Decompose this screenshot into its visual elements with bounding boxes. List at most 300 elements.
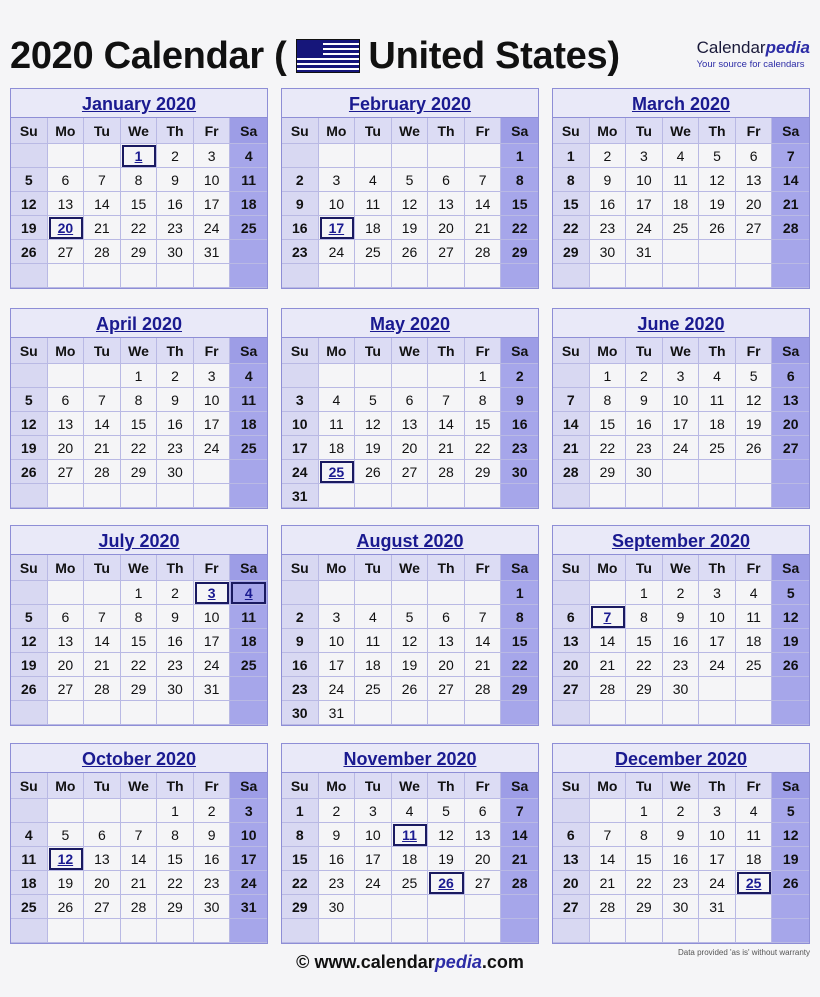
day-cell[interactable]: 16 (157, 629, 194, 653)
day-cell[interactable]: 7 (772, 144, 809, 168)
day-cell[interactable]: 23 (157, 436, 194, 460)
day-cell[interactable]: 25 (355, 240, 392, 264)
day-cell[interactable]: 13 (736, 168, 773, 192)
day-cell[interactable]: 25 (392, 871, 429, 895)
day-cell[interactable]: 17 (282, 436, 319, 460)
day-cell[interactable]: 5 (428, 799, 465, 823)
day-cell[interactable]: 5 (772, 799, 809, 823)
day-cell[interactable]: 14 (84, 192, 121, 216)
day-cell[interactable]: 19 (736, 412, 773, 436)
day-cell[interactable]: 22 (121, 653, 158, 677)
day-cell[interactable]: 12 (11, 412, 48, 436)
day-cell[interactable]: 4 (11, 823, 48, 847)
day-cell[interactable]: 18 (392, 847, 429, 871)
day-cell[interactable]: 5 (11, 168, 48, 192)
day-cell[interactable]: 8 (465, 388, 502, 412)
day-cell[interactable]: 14 (121, 847, 158, 871)
day-cell[interactable]: 2 (663, 581, 700, 605)
day-cell[interactable]: 12 (772, 823, 809, 847)
day-cell[interactable]: 12 (392, 192, 429, 216)
day-cell[interactable]: 26 (736, 436, 773, 460)
day-cell[interactable]: 1 (553, 144, 590, 168)
day-cell[interactable]: 6 (392, 388, 429, 412)
day-cell[interactable]: 20 (736, 192, 773, 216)
day-cell[interactable]: 22 (501, 216, 538, 240)
day-cell[interactable]: 23 (501, 436, 538, 460)
day-cell[interactable]: 12 (699, 168, 736, 192)
day-cell[interactable]: 8 (157, 823, 194, 847)
day-cell[interactable]: 7 (121, 823, 158, 847)
day-cell[interactable]: 16 (282, 216, 319, 240)
day-cell[interactable]: 9 (663, 605, 700, 629)
day-cell[interactable]: 27 (428, 240, 465, 264)
day-cell[interactable]: 12 (736, 388, 773, 412)
holiday-cell[interactable]: 26 (428, 871, 465, 895)
day-cell[interactable]: 29 (501, 240, 538, 264)
day-cell[interactable]: 11 (736, 823, 773, 847)
day-cell[interactable]: 25 (230, 216, 267, 240)
month-title[interactable]: December 2020 (553, 744, 809, 773)
day-cell[interactable]: 14 (465, 629, 502, 653)
day-cell[interactable]: 14 (501, 823, 538, 847)
day-cell[interactable]: 21 (501, 847, 538, 871)
day-cell[interactable]: 17 (355, 847, 392, 871)
day-cell[interactable]: 26 (392, 677, 429, 701)
day-cell[interactable]: 8 (121, 605, 158, 629)
day-cell[interactable]: 30 (663, 895, 700, 919)
day-cell[interactable]: 22 (121, 436, 158, 460)
day-cell[interactable]: 4 (230, 364, 267, 388)
day-cell[interactable]: 12 (355, 412, 392, 436)
day-cell[interactable]: 19 (428, 847, 465, 871)
day-cell[interactable]: 18 (230, 629, 267, 653)
month-title[interactable]: August 2020 (282, 526, 538, 555)
day-cell[interactable]: 21 (772, 192, 809, 216)
day-cell[interactable]: 25 (11, 895, 48, 919)
day-cell[interactable]: 7 (84, 388, 121, 412)
day-cell[interactable]: 7 (84, 168, 121, 192)
day-cell[interactable]: 23 (282, 240, 319, 264)
day-cell[interactable]: 17 (194, 629, 231, 653)
day-cell[interactable]: 23 (282, 677, 319, 701)
holiday-cell[interactable]: 25 (319, 460, 356, 484)
month-title[interactable]: March 2020 (553, 89, 809, 118)
day-cell[interactable]: 11 (230, 168, 267, 192)
day-cell[interactable]: 11 (355, 629, 392, 653)
day-cell[interactable]: 20 (772, 412, 809, 436)
day-cell[interactable]: 2 (157, 364, 194, 388)
day-cell[interactable]: 14 (772, 168, 809, 192)
holiday-cell[interactable]: 20 (48, 216, 85, 240)
day-cell[interactable]: 21 (465, 216, 502, 240)
day-cell[interactable]: 25 (663, 216, 700, 240)
day-cell[interactable]: 9 (626, 388, 663, 412)
month-title[interactable]: February 2020 (282, 89, 538, 118)
day-cell[interactable]: 30 (157, 460, 194, 484)
day-cell[interactable]: 22 (553, 216, 590, 240)
day-cell[interactable]: 15 (121, 629, 158, 653)
day-cell[interactable]: 16 (626, 412, 663, 436)
day-cell[interactable]: 16 (501, 412, 538, 436)
day-cell[interactable]: 15 (590, 412, 627, 436)
day-cell[interactable]: 15 (626, 847, 663, 871)
day-cell[interactable]: 29 (121, 677, 158, 701)
day-cell[interactable]: 12 (428, 823, 465, 847)
day-cell[interactable]: 4 (355, 168, 392, 192)
day-cell[interactable]: 17 (663, 412, 700, 436)
day-cell[interactable]: 5 (736, 364, 773, 388)
day-cell[interactable]: 1 (590, 364, 627, 388)
day-cell[interactable]: 16 (663, 847, 700, 871)
day-cell[interactable]: 24 (355, 871, 392, 895)
day-cell[interactable]: 21 (84, 436, 121, 460)
day-cell[interactable]: 25 (355, 677, 392, 701)
holiday-cell[interactable]: 7 (590, 605, 627, 629)
day-cell[interactable]: 24 (282, 460, 319, 484)
day-cell[interactable]: 10 (699, 605, 736, 629)
day-cell[interactable]: 6 (84, 823, 121, 847)
day-cell[interactable]: 29 (282, 895, 319, 919)
day-cell[interactable]: 11 (736, 605, 773, 629)
day-cell[interactable]: 13 (48, 192, 85, 216)
month-title[interactable]: July 2020 (11, 526, 267, 555)
day-cell[interactable]: 21 (590, 871, 627, 895)
day-cell[interactable]: 18 (736, 629, 773, 653)
day-cell[interactable]: 4 (230, 144, 267, 168)
day-cell[interactable]: 16 (194, 847, 231, 871)
day-cell[interactable]: 27 (84, 895, 121, 919)
day-cell[interactable]: 9 (157, 605, 194, 629)
day-cell[interactable]: 30 (626, 460, 663, 484)
day-cell[interactable]: 20 (84, 871, 121, 895)
day-cell[interactable]: 23 (157, 216, 194, 240)
day-cell[interactable]: 13 (428, 192, 465, 216)
day-cell[interactable]: 9 (319, 823, 356, 847)
day-cell[interactable]: 11 (355, 192, 392, 216)
day-cell[interactable]: 29 (590, 460, 627, 484)
day-cell[interactable]: 26 (392, 240, 429, 264)
day-cell[interactable]: 17 (230, 847, 267, 871)
day-cell[interactable]: 24 (663, 436, 700, 460)
day-cell[interactable]: 2 (501, 364, 538, 388)
day-cell[interactable]: 24 (319, 677, 356, 701)
day-cell[interactable]: 14 (84, 629, 121, 653)
day-cell[interactable]: 19 (11, 653, 48, 677)
day-cell[interactable]: 28 (121, 895, 158, 919)
day-cell[interactable]: 6 (465, 799, 502, 823)
day-cell[interactable]: 18 (355, 653, 392, 677)
day-cell[interactable]: 24 (194, 653, 231, 677)
day-cell[interactable]: 17 (626, 192, 663, 216)
day-cell[interactable]: 26 (11, 240, 48, 264)
day-cell[interactable]: 2 (157, 144, 194, 168)
day-cell[interactable]: 18 (230, 192, 267, 216)
day-cell[interactable]: 27 (48, 240, 85, 264)
day-cell[interactable]: 2 (626, 364, 663, 388)
day-cell[interactable]: 23 (157, 653, 194, 677)
day-cell[interactable]: 16 (157, 412, 194, 436)
day-cell[interactable]: 6 (48, 605, 85, 629)
day-cell[interactable]: 14 (553, 412, 590, 436)
day-cell[interactable]: 16 (157, 192, 194, 216)
day-cell[interactable]: 28 (465, 240, 502, 264)
day-cell[interactable]: 21 (590, 653, 627, 677)
day-cell[interactable]: 5 (11, 605, 48, 629)
day-cell[interactable]: 15 (501, 192, 538, 216)
day-cell[interactable]: 13 (553, 847, 590, 871)
day-cell[interactable]: 7 (553, 388, 590, 412)
day-cell[interactable]: 30 (157, 677, 194, 701)
day-cell[interactable]: 27 (428, 677, 465, 701)
day-cell[interactable]: 27 (48, 460, 85, 484)
day-cell[interactable]: 26 (772, 653, 809, 677)
holiday-cell[interactable]: 25 (736, 871, 773, 895)
day-cell[interactable]: 1 (501, 144, 538, 168)
day-cell[interactable]: 19 (772, 629, 809, 653)
day-cell[interactable]: 4 (663, 144, 700, 168)
day-cell[interactable]: 5 (392, 168, 429, 192)
day-cell[interactable]: 20 (428, 216, 465, 240)
day-cell[interactable]: 24 (194, 216, 231, 240)
day-cell[interactable]: 1 (626, 581, 663, 605)
day-cell[interactable]: 30 (501, 460, 538, 484)
day-cell[interactable]: 9 (501, 388, 538, 412)
day-cell[interactable]: 30 (590, 240, 627, 264)
day-cell[interactable]: 13 (48, 412, 85, 436)
day-cell[interactable]: 18 (663, 192, 700, 216)
day-cell[interactable]: 17 (194, 192, 231, 216)
day-cell[interactable]: 5 (355, 388, 392, 412)
day-cell[interactable]: 24 (626, 216, 663, 240)
day-cell[interactable]: 10 (663, 388, 700, 412)
day-cell[interactable]: 9 (590, 168, 627, 192)
day-cell[interactable]: 6 (48, 168, 85, 192)
holiday-cell[interactable]: 17 (319, 216, 356, 240)
day-cell[interactable]: 3 (663, 364, 700, 388)
day-cell[interactable]: 2 (282, 605, 319, 629)
day-cell[interactable]: 28 (84, 677, 121, 701)
day-cell[interactable]: 27 (772, 436, 809, 460)
day-cell[interactable]: 11 (230, 388, 267, 412)
day-cell[interactable]: 7 (590, 823, 627, 847)
day-cell[interactable]: 20 (465, 847, 502, 871)
day-cell[interactable]: 1 (465, 364, 502, 388)
day-cell[interactable]: 18 (11, 871, 48, 895)
day-cell[interactable]: 9 (157, 168, 194, 192)
day-cell[interactable]: 28 (590, 677, 627, 701)
day-cell[interactable]: 25 (230, 653, 267, 677)
footer-url[interactable]: © www.calendarpedia.com (296, 952, 524, 972)
brand-logo[interactable] (697, 38, 810, 70)
month-title[interactable]: September 2020 (553, 526, 809, 555)
day-cell[interactable]: 25 (699, 436, 736, 460)
holiday-cell[interactable]: 12 (48, 847, 85, 871)
day-cell[interactable]: 11 (699, 388, 736, 412)
day-cell[interactable]: 31 (319, 701, 356, 725)
day-cell[interactable]: 5 (11, 388, 48, 412)
day-cell[interactable]: 30 (157, 240, 194, 264)
day-cell[interactable]: 21 (84, 216, 121, 240)
day-cell[interactable]: 29 (626, 677, 663, 701)
day-cell[interactable]: 1 (626, 799, 663, 823)
day-cell[interactable]: 27 (465, 871, 502, 895)
month-title[interactable]: June 2020 (553, 309, 809, 338)
day-cell[interactable]: 6 (553, 605, 590, 629)
day-cell[interactable]: 10 (282, 412, 319, 436)
day-cell[interactable]: 7 (501, 799, 538, 823)
day-cell[interactable]: 5 (48, 823, 85, 847)
day-cell[interactable]: 19 (11, 216, 48, 240)
day-cell[interactable]: 23 (626, 436, 663, 460)
day-cell[interactable]: 25 (230, 436, 267, 460)
day-cell[interactable]: 3 (699, 799, 736, 823)
day-cell[interactable]: 26 (355, 460, 392, 484)
day-cell[interactable]: 21 (465, 653, 502, 677)
day-cell[interactable]: 13 (553, 629, 590, 653)
day-cell[interactable]: 4 (355, 605, 392, 629)
day-cell[interactable]: 28 (428, 460, 465, 484)
day-cell[interactable]: 19 (392, 216, 429, 240)
day-cell[interactable]: 30 (194, 895, 231, 919)
day-cell[interactable]: 17 (194, 412, 231, 436)
day-cell[interactable]: 4 (392, 799, 429, 823)
day-cell[interactable]: 6 (428, 605, 465, 629)
day-cell[interactable]: 23 (663, 653, 700, 677)
day-cell[interactable]: 11 (319, 412, 356, 436)
day-cell[interactable]: 20 (392, 436, 429, 460)
day-cell[interactable]: 9 (663, 823, 700, 847)
day-cell[interactable]: 8 (282, 823, 319, 847)
day-cell[interactable]: 29 (501, 677, 538, 701)
day-cell[interactable]: 24 (194, 436, 231, 460)
day-cell[interactable]: 19 (392, 653, 429, 677)
day-cell[interactable]: 2 (590, 144, 627, 168)
day-cell[interactable]: 16 (282, 653, 319, 677)
day-cell[interactable]: 24 (699, 653, 736, 677)
day-cell[interactable]: 2 (194, 799, 231, 823)
day-cell[interactable]: 20 (553, 653, 590, 677)
day-cell[interactable]: 5 (392, 605, 429, 629)
day-cell[interactable]: 18 (699, 412, 736, 436)
day-cell[interactable]: 27 (48, 677, 85, 701)
day-cell[interactable]: 7 (428, 388, 465, 412)
day-cell[interactable]: 22 (590, 436, 627, 460)
day-cell[interactable]: 10 (230, 823, 267, 847)
day-cell[interactable]: 19 (772, 847, 809, 871)
day-cell[interactable]: 31 (194, 240, 231, 264)
day-cell[interactable]: 29 (121, 460, 158, 484)
day-cell[interactable]: 15 (121, 412, 158, 436)
day-cell[interactable]: 22 (465, 436, 502, 460)
day-cell[interactable]: 18 (736, 847, 773, 871)
day-cell[interactable]: 14 (428, 412, 465, 436)
day-cell[interactable]: 13 (772, 388, 809, 412)
month-title[interactable]: November 2020 (282, 744, 538, 773)
day-cell[interactable]: 1 (501, 581, 538, 605)
day-cell[interactable]: 11 (11, 847, 48, 871)
day-cell[interactable]: 26 (772, 871, 809, 895)
day-cell[interactable]: 20 (553, 871, 590, 895)
day-cell[interactable]: 20 (48, 436, 85, 460)
day-cell[interactable]: 3 (230, 799, 267, 823)
holiday-cell[interactable]: 3 (194, 581, 231, 605)
day-cell[interactable]: 8 (121, 168, 158, 192)
day-cell[interactable]: 18 (230, 412, 267, 436)
day-cell[interactable]: 8 (626, 823, 663, 847)
day-cell[interactable]: 3 (699, 581, 736, 605)
day-cell[interactable]: 14 (590, 847, 627, 871)
day-cell[interactable]: 24 (230, 871, 267, 895)
day-cell[interactable]: 21 (84, 653, 121, 677)
day-cell[interactable]: 15 (553, 192, 590, 216)
day-cell[interactable]: 18 (319, 436, 356, 460)
month-title[interactable]: October 2020 (11, 744, 267, 773)
day-cell[interactable]: 6 (48, 388, 85, 412)
day-cell[interactable]: 15 (465, 412, 502, 436)
day-cell[interactable]: 6 (553, 823, 590, 847)
day-cell[interactable]: 18 (355, 216, 392, 240)
day-cell[interactable]: 2 (319, 799, 356, 823)
day-cell[interactable]: 24 (319, 240, 356, 264)
month-title[interactable]: January 2020 (11, 89, 267, 118)
day-cell[interactable]: 24 (699, 871, 736, 895)
day-cell[interactable]: 6 (772, 364, 809, 388)
day-cell[interactable]: 28 (84, 240, 121, 264)
day-cell[interactable]: 13 (84, 847, 121, 871)
day-cell[interactable]: 25 (736, 653, 773, 677)
day-cell[interactable]: 29 (157, 895, 194, 919)
day-cell[interactable]: 16 (590, 192, 627, 216)
day-cell[interactable]: 21 (121, 871, 158, 895)
day-cell[interactable]: 30 (319, 895, 356, 919)
day-cell[interactable]: 3 (194, 144, 231, 168)
day-cell[interactable]: 14 (84, 412, 121, 436)
day-cell[interactable]: 11 (230, 605, 267, 629)
day-cell[interactable]: 23 (319, 871, 356, 895)
day-cell[interactable]: 14 (465, 192, 502, 216)
day-cell[interactable]: 3 (282, 388, 319, 412)
day-cell[interactable]: 28 (772, 216, 809, 240)
day-cell[interactable]: 28 (84, 460, 121, 484)
holiday-cell[interactable]: 1 (121, 144, 158, 168)
day-cell[interactable]: 22 (282, 871, 319, 895)
day-cell[interactable]: 22 (626, 653, 663, 677)
day-cell[interactable]: 1 (121, 364, 158, 388)
day-cell[interactable]: 7 (465, 605, 502, 629)
day-cell[interactable]: 8 (626, 605, 663, 629)
day-cell[interactable]: 16 (663, 629, 700, 653)
day-cell[interactable]: 14 (590, 629, 627, 653)
day-cell[interactable]: 13 (48, 629, 85, 653)
day-cell[interactable]: 13 (428, 629, 465, 653)
day-cell[interactable]: 7 (465, 168, 502, 192)
day-cell[interactable]: 17 (699, 629, 736, 653)
day-cell[interactable]: 26 (48, 895, 85, 919)
day-cell[interactable]: 23 (663, 871, 700, 895)
day-cell[interactable]: 5 (699, 144, 736, 168)
day-cell[interactable]: 3 (626, 144, 663, 168)
day-cell[interactable]: 26 (11, 460, 48, 484)
day-cell[interactable]: 22 (157, 871, 194, 895)
day-cell[interactable]: 1 (282, 799, 319, 823)
day-cell[interactable]: 26 (699, 216, 736, 240)
day-cell[interactable]: 27 (553, 895, 590, 919)
day-cell[interactable]: 30 (663, 677, 700, 701)
day-cell[interactable]: 5 (772, 581, 809, 605)
day-cell[interactable]: 29 (121, 240, 158, 264)
day-cell[interactable]: 3 (355, 799, 392, 823)
day-cell[interactable]: 10 (319, 629, 356, 653)
